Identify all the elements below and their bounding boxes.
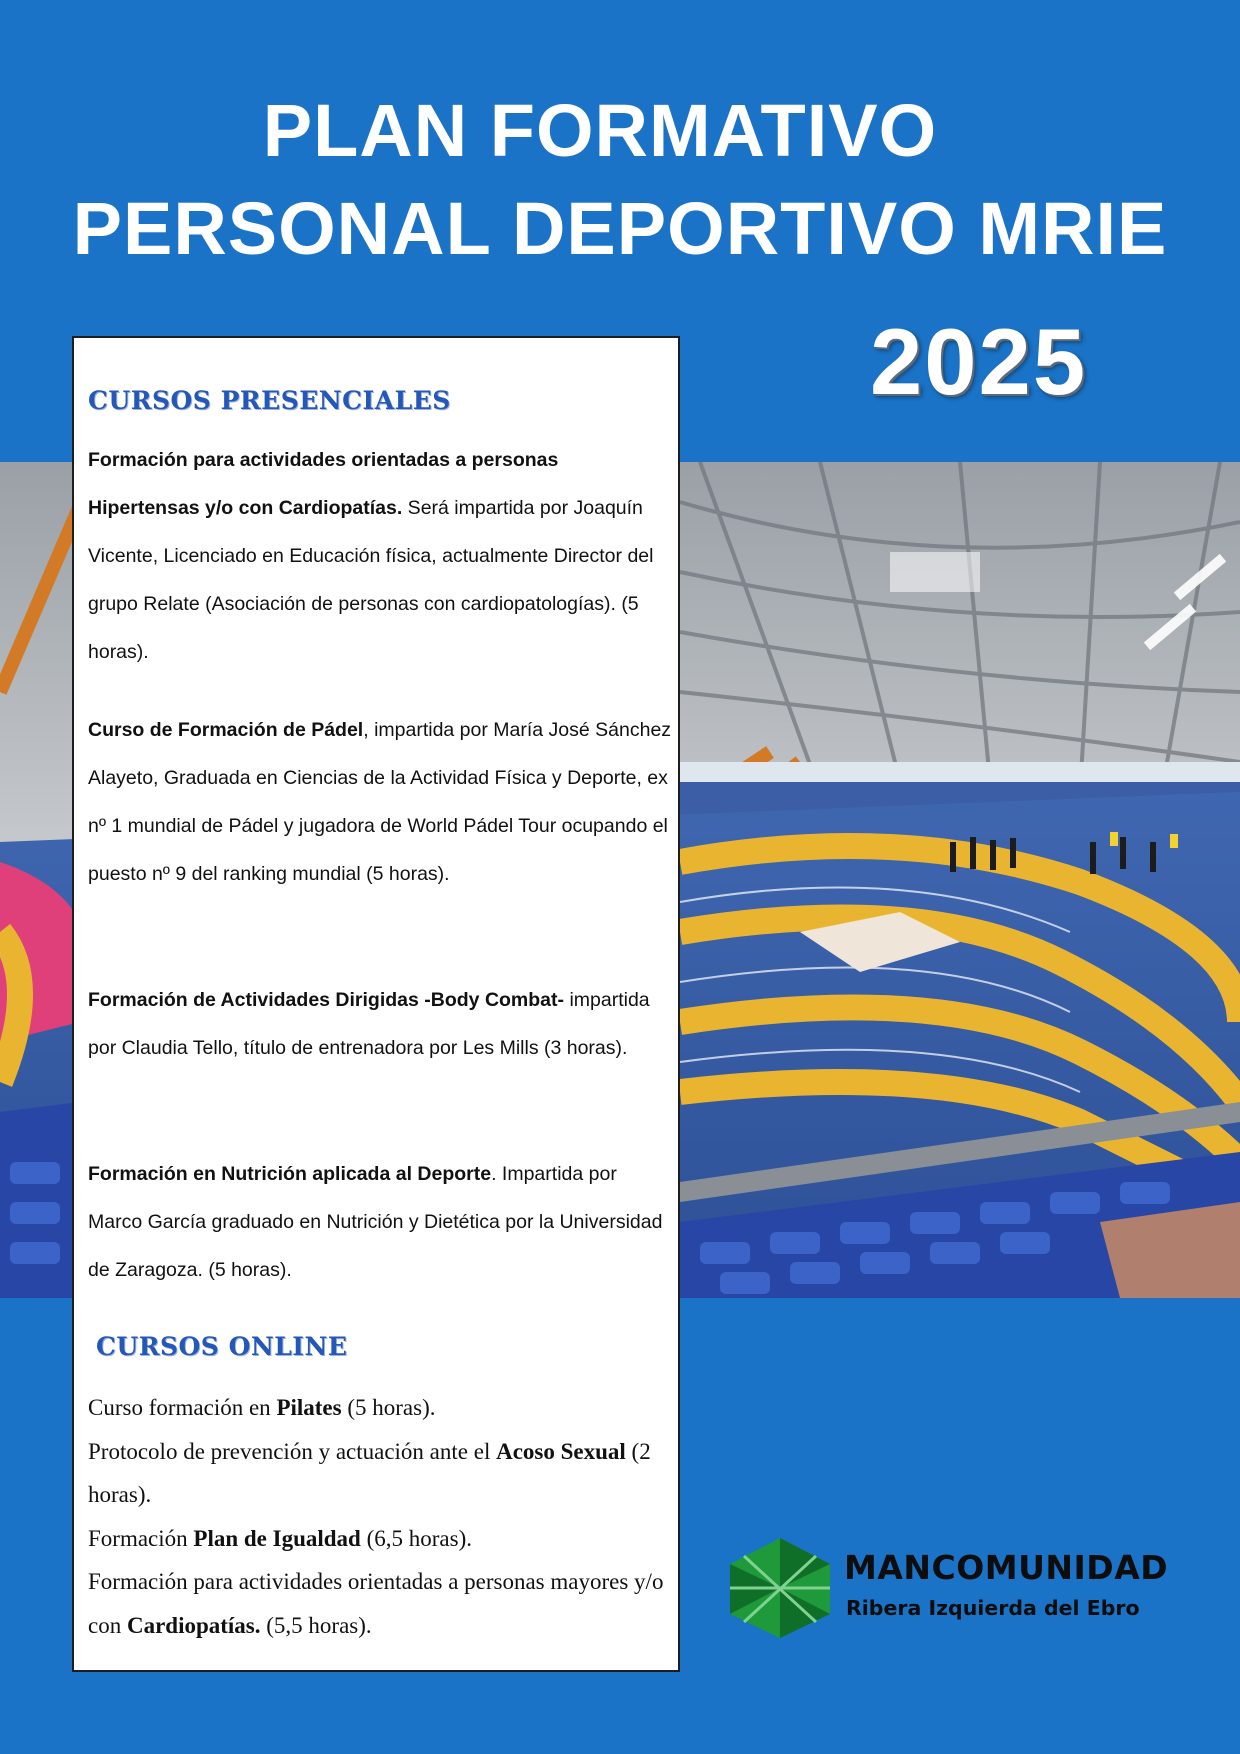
online-course-highlight: Acoso Sexual xyxy=(496,1438,626,1464)
online-course-text: Curso formación en xyxy=(88,1395,277,1420)
online-course-item xyxy=(88,1560,668,1647)
courses-panel xyxy=(72,336,680,1672)
online-course-item xyxy=(88,1386,668,1430)
course-description: . Impartida por Marco García graduado en Nutrición y Dietética por la Universidad de Zaragoza. (5 horas). xyxy=(88,1163,663,1281)
course-description: , impartida por María José Sánchez Alayeto, Graduada en Ciencias de la Actividad Física y Deporte, ex nº 1 mundial de Pádel y jugadora de World Pádel Tour ocupando el puesto nº 9 del ranking mundial (5 horas). xyxy=(88,719,672,885)
mancomunidad-logo xyxy=(724,1536,1184,1640)
logo-name: MANCOMUNIDAD xyxy=(844,1548,1169,1587)
year-label: 2025 xyxy=(870,309,1088,414)
online-course-text: Protocolo de prevención y actuación ante el xyxy=(88,1438,497,1464)
presenciales-heading: CURSOS PRESENCIALES xyxy=(88,386,451,415)
online-course-item xyxy=(88,1517,668,1561)
course-description: Será impartida por Joaquín Vicente, Licenciado en Educación física, actualmente Director del grupo Relate (Asociación de personas con cardiopatologías). (5 horas). xyxy=(88,497,654,663)
course-item xyxy=(88,976,672,1072)
online-course-highlight: Cardiopatías. xyxy=(126,1612,261,1638)
online-course-text: Formación para actividades orientadas a personas mayores y/o con xyxy=(88,1569,664,1638)
online-course-hours: (6,5 horas). xyxy=(360,1525,472,1551)
course-title: Formación de Actividades Dirigidas -Body Combat- xyxy=(88,989,565,1011)
course-title: Formación para actividades orientadas a personas Hipertensas y/o con Cardiopatías. xyxy=(88,449,559,519)
online-course-hours: (5 horas). xyxy=(341,1395,436,1420)
course-item xyxy=(88,1150,672,1294)
course-description: impartida por Claudia Tello, título de entrenadora por Les Mills (3 horas). xyxy=(88,989,650,1059)
online-course-hours: (2 horas). xyxy=(88,1438,651,1507)
title-line-2: PERSONAL DEPORTIVO MRIE xyxy=(72,187,1168,270)
online-course-highlight: Pilates xyxy=(276,1395,342,1420)
course-item xyxy=(88,436,672,676)
course-item xyxy=(88,706,672,898)
online-heading: CURSOS ONLINE xyxy=(96,1332,348,1361)
online-course-highlight: Plan de Igualdad xyxy=(193,1525,361,1551)
course-title: Formación en Nutrición aplicada al Deporte xyxy=(88,1163,492,1185)
title-line-1: PLAN FORMATIVO xyxy=(262,89,938,172)
online-course-hours: (5,5 horas). xyxy=(260,1612,372,1638)
mancomunidad-emblem-icon xyxy=(724,1536,836,1640)
course-title: Curso de Formación de Pádel xyxy=(88,719,364,741)
online-course-list xyxy=(88,1386,668,1647)
online-course-text: Formación xyxy=(88,1525,194,1551)
logo-subtitle: Ribera Izquierda del Ebro xyxy=(846,1596,1140,1620)
online-course-item xyxy=(88,1430,668,1517)
